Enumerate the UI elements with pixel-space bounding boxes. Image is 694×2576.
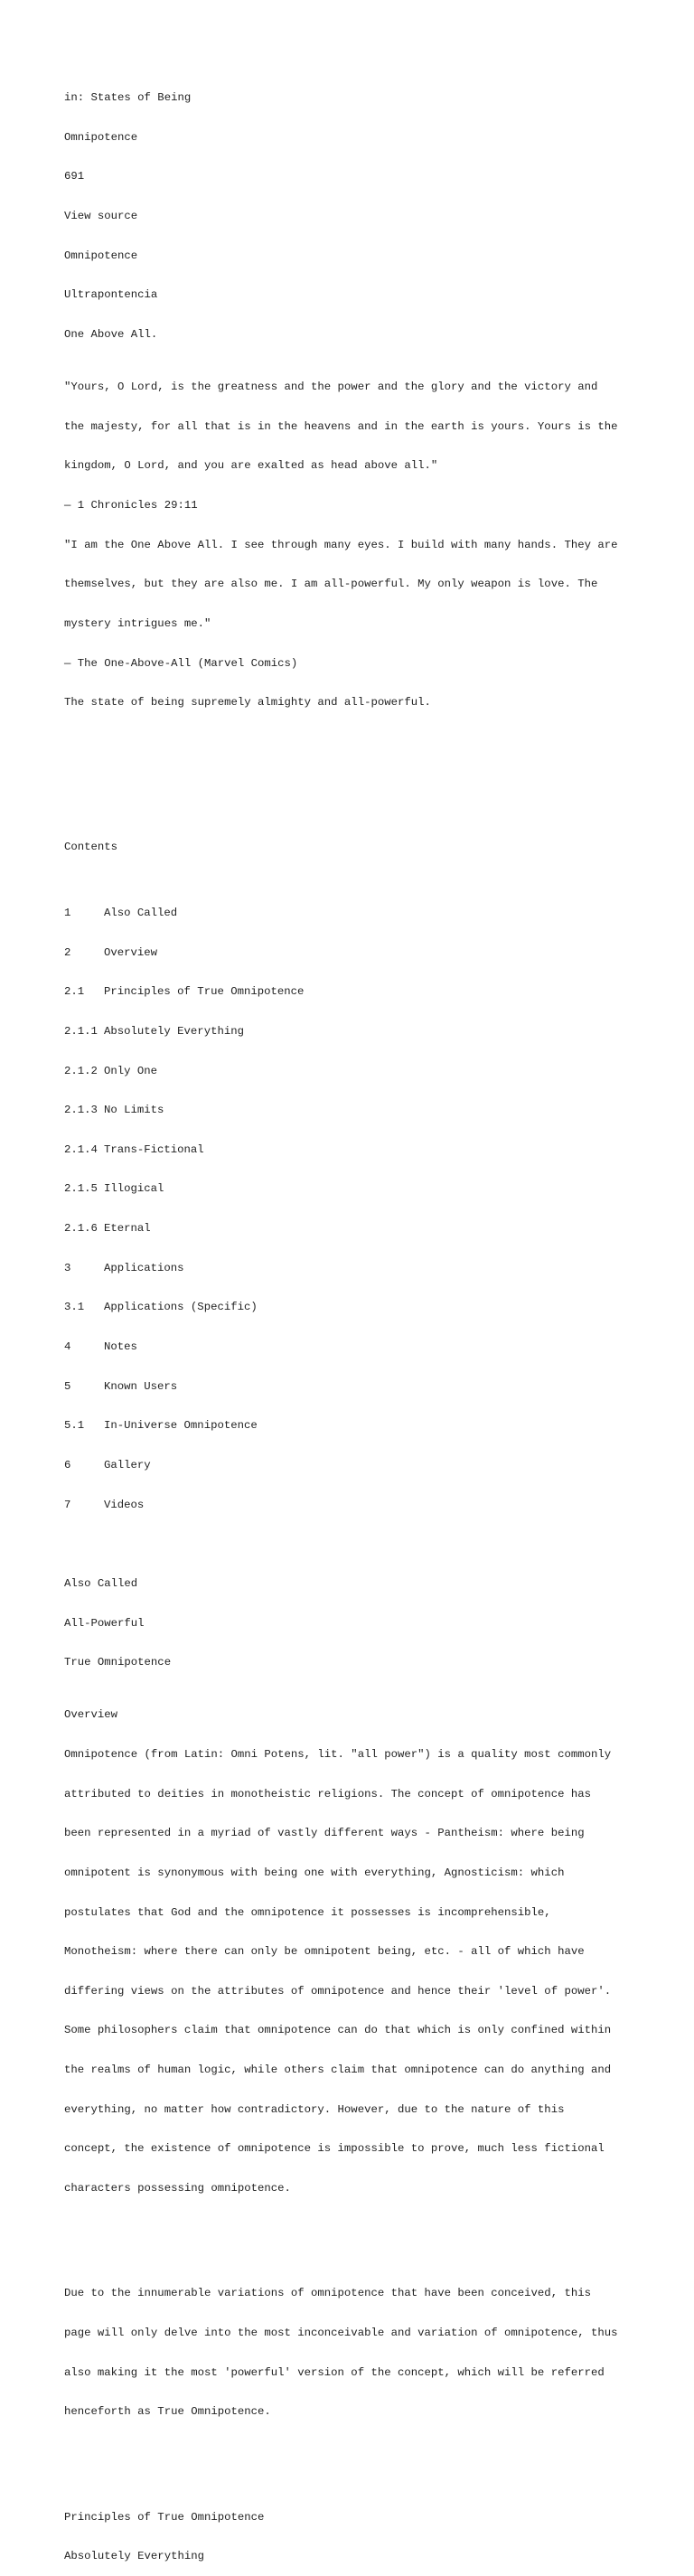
section-heading-principles: Principles of True Omnipotence: [64, 2510, 265, 2524]
toc-number: 2.1.1: [64, 1024, 98, 1038]
quote-line: kingdom, O Lord, and you are exalted as head above all.": [64, 459, 438, 473]
quote-line: the majesty, for all that is in the heavens and in the earth is yours. Yours is the: [64, 419, 618, 433]
overview-line: the realms of human logic, while others claim that omnipotence can do anything and: [64, 2064, 612, 2077]
document-body: [64, 65, 642, 2576]
toc-item[interactable]: [64, 1025, 642, 1039]
toc-number: 2.1: [64, 985, 85, 999]
toc-item[interactable]: [64, 1459, 642, 1472]
toc-item[interactable]: [64, 1143, 642, 1157]
toc-number: 5.1: [64, 1419, 85, 1433]
toc-label: Principles of True Omnipotence: [104, 985, 305, 999]
alias-item: All-Powerful: [64, 1616, 145, 1630]
overview-line: Monotheism: where there can only be omnipotent being, etc. - all of which have: [64, 1945, 585, 1959]
toc-item[interactable]: [64, 1065, 642, 1078]
toc-label: Trans-Fictional: [104, 1142, 204, 1156]
toc-item[interactable]: [64, 985, 642, 999]
quote-line: mystery intrigues me.": [64, 616, 211, 630]
infobox-name: Omnipotence: [64, 249, 138, 262]
table-of-contents: [64, 880, 642, 1537]
section-heading-also-called: Also Called: [64, 1576, 138, 1590]
overview-line: characters possessing omnipotence.: [64, 2182, 291, 2195]
toc-item[interactable]: [64, 1262, 642, 1275]
overview-line: attributed to deities in monotheistic religions. The concept of omnipotence has: [64, 1787, 591, 1800]
quote-source: — 1 Chronicles 29:11: [64, 499, 198, 512]
overview-line: also making it the most 'powerful' version of the concept, which will be referred: [64, 2365, 605, 2379]
toc-number: 5: [64, 1379, 71, 1393]
infobox-alt-name: Ultrapontencia: [64, 288, 158, 302]
toc-label: Eternal: [104, 1222, 151, 1236]
toc-number: 2.1.3: [64, 1104, 98, 1117]
toc-label: Also Called: [104, 907, 178, 919]
toc-number: 7: [64, 1498, 71, 1511]
toc-number: 3: [64, 1261, 71, 1274]
overview-line: concept, the existence of omnipotence is impossible to prove, much less fictional: [64, 2142, 605, 2156]
spacer: [64, 2458, 642, 2472]
toc-label: Known Users: [104, 1379, 178, 1393]
overview-line: Due to the innumerable variations of omnipotence that have been conceived, this: [64, 2287, 591, 2300]
spacer: [64, 748, 642, 762]
view-source-link[interactable]: View source: [64, 210, 138, 223]
quote-source: — The One-Above-All (Marvel Comics): [64, 656, 298, 670]
toc-label: Applications (Specific): [104, 1301, 258, 1314]
overview-line: henceforth as True Omnipotence.: [64, 2405, 271, 2419]
page-title: Omnipotence: [64, 130, 138, 144]
overview-line: been represented in a myriad of vastly different ways - Pantheism: where being: [64, 1827, 585, 1840]
contents-heading: Contents: [64, 841, 118, 854]
toc-number: 1: [64, 907, 71, 919]
toc-number: 2.1.5: [64, 1182, 98, 1196]
toc-label: Overview: [104, 945, 158, 959]
toc-number: 2.1.6: [64, 1222, 98, 1236]
toc-item[interactable]: [64, 1301, 642, 1314]
overview-line: omnipotent is synonymous with being one with everything, Agnosticism: which: [64, 1866, 565, 1879]
toc-number: 4: [64, 1340, 71, 1354]
overview-line: Some philosophers claim that omnipotence can do that which is only confined within: [64, 2024, 612, 2037]
overview-line: page will only delve into the most inconceivable and variation of omnipotence, thus: [64, 2327, 618, 2340]
subsection-heading-absolutely-everything: Absolutely Everything: [64, 2550, 204, 2563]
toc-label: Notes: [104, 1340, 137, 1354]
section-heading-overview: Overview: [64, 1708, 118, 1722]
overview-line: differing views on the attributes of omnipotence and hence their 'level of power'.: [64, 1984, 612, 1998]
toc-label: Videos: [104, 1498, 145, 1511]
toc-number: 2.1.2: [64, 1064, 98, 1077]
toc-label: No Limits: [104, 1104, 164, 1117]
category-label: in: States of Being: [64, 91, 192, 105]
intro-text: The state of being supremely almighty and all-powerful.: [64, 696, 431, 710]
quote-line: themselves, but they are also me. I am all-powerful. My only weapon is love. The: [64, 578, 598, 591]
toc-label: Gallery: [104, 1458, 151, 1471]
toc-item[interactable]: [64, 1182, 642, 1196]
overview-line: everything, no matter how contradictory. However, due to the nature of this: [64, 2102, 565, 2116]
toc-item[interactable]: [64, 1340, 642, 1354]
toc-item[interactable]: [64, 907, 642, 920]
overview-line: Omnipotence (from Latin: Omni Potens, lit. "all power") is a quality most commonly: [64, 1748, 612, 1761]
toc-item[interactable]: [64, 1380, 642, 1394]
toc-label: Applications: [104, 1261, 184, 1274]
toc-label: Absolutely Everything: [104, 1024, 244, 1038]
toc-item[interactable]: [64, 1104, 642, 1117]
toc-item[interactable]: [64, 1419, 642, 1433]
toc-item[interactable]: [64, 1222, 642, 1236]
toc-item[interactable]: [64, 946, 642, 960]
toc-label: In-Universe Omnipotence: [104, 1419, 258, 1433]
toc-number: 2.1.4: [64, 1142, 98, 1156]
quote-line: "I am the One Above All. I see through many eyes. I build with many hands. They are: [64, 538, 618, 551]
toc-number: 6: [64, 1458, 71, 1471]
toc-label: Illogical: [104, 1182, 164, 1196]
infobox-epithet: One Above All.: [64, 327, 158, 341]
page-count: 691: [64, 170, 85, 183]
quote-line: "Yours, O Lord, is the greatness and the power and the glory and the victory and: [64, 381, 598, 394]
spacer: [64, 788, 642, 802]
toc-item[interactable]: [64, 1499, 642, 1512]
toc-number: 3.1: [64, 1301, 85, 1314]
toc-label: Only One: [104, 1064, 158, 1077]
spacer: [64, 2234, 642, 2248]
toc-number: 2: [64, 945, 71, 959]
overview-line: postulates that God and the omnipotence it possesses is incomprehensible,: [64, 1905, 551, 1919]
alias-item: True Omnipotence: [64, 1656, 172, 1669]
